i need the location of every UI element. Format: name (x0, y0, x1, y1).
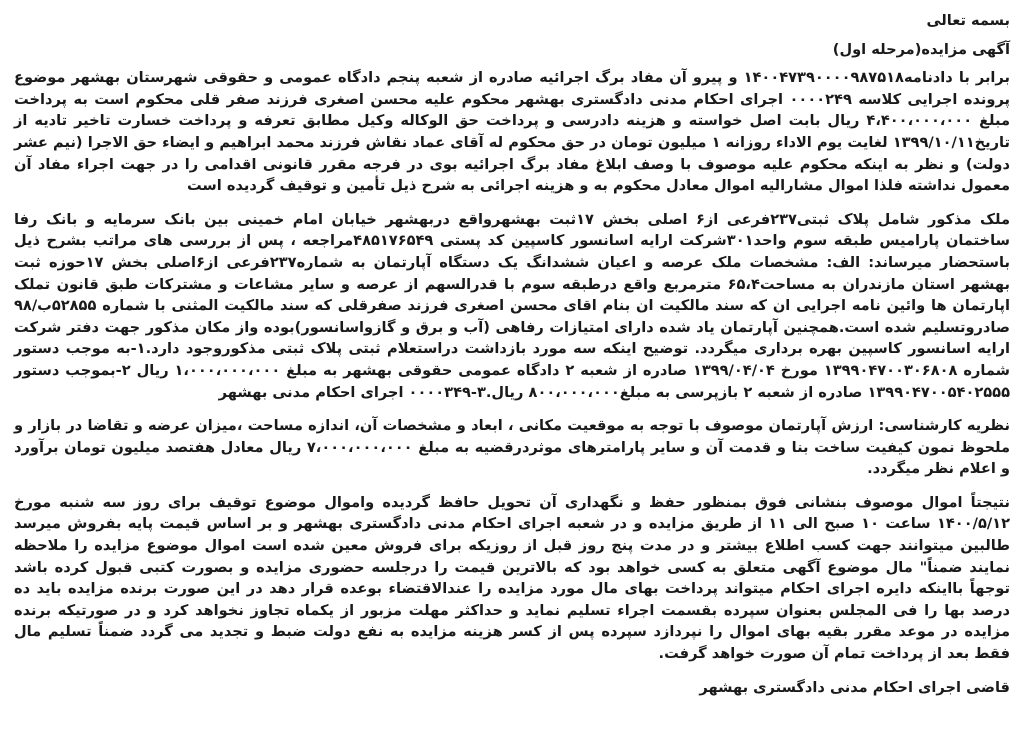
paragraph-expert-opinion: نظریه کارشناسی: ارزش آپارتمان موصوف با توجه به موقعیت مکانی ، ابعاد و مشخصات آن، اندازه مساحت ،میزان عرضه و تقاضا در بازار و ملحوظ نمون کیفیت ساخت بنا و قدمت آن و سایر پارامترهای موثردرقضیه به مبلغ ۷،۰۰۰،۰۰۰،۰۰۰ ریال معادل هفتصد میلیون تومان برآورد و اعلام نظر میگردد. (14, 417, 1010, 478)
document-subtitle: آگهی مزایده(مرحله اول) (832, 40, 1010, 58)
paragraph-auction-terms: نتیجتاً اموال موصوف بنشانی فوق بمنظور حفظ و نگهداری آن تحویل حافظ گردیده واموال موضوع توقیف برای روز سه شنبه مورخ ۱۴۰۰/۵/۱۲ ساعت ۱۰ صبح الی ۱۱ از طریق مزایده و در شعبه اجرای احکام مدنی دادگستری بهشهر و بر اساس قیمت پایه بفروش میرسد طالبین میتوانند جهت کسب اطلاع بیشتر و در مدت پنج روز قبل از روزیکه برای فروش معین شده است اموال موضوع مزایده را ملاحظه نمایند ضمناً" مال موضوع آگهی متعلق به کسی خواهد بود که بالاترین قیمت را درجلسه حضوری مزایده و بصورت کتبی قبول کرده باشد توجهاً بااینکه دایره اجرای احکام میتواند پرداخت بهای مال مورد مزایده را عندالاقتضاء بوعده قرار دهد در این صورت برنده مزایده باید ده درصد بها را فی المجلس بعنوان سپرده بقسمت اجراء تسلیم نماید و حداکثر مهلت مزبور از یکماه تجاوز نخواهد کرد و در صورتیکه برنده مزایده در موعد مقرر بقیه بهای اموال را نپردازد سپرده پس از کسر هزینه مزایده به نفع دولت ضبط و تجدید می گردد ضمناً تسلیم مال فقط بعد از پرداخت تمام آن صورت خواهد گرفت. (14, 493, 1010, 663)
document-heading: بسمه تعالی (926, 12, 1010, 29)
document-signature: قاضی اجرای احکام مدنی دادگستری بهشهر (699, 678, 1010, 696)
paragraph-property-description: ملک مذکور شامل پلاک ثبتی۲۳۷فرعی از۶ اصلی بخش ۱۷ثبت بهشهرواقع دربهشهر خیابان امام خمینی بین بانک سرمایه و بانک رفا ساختمان پارامیس طبقه سوم واحد۳۰۱شرکت ارایه اسانسور کاسپین کد پستی ۴۸۵۱۷۶۵۴۹مراجعه ، پس از بررسی های مراتب بشرح ذیل باستحضار میرساند: الف: مشخصات ملک عرصه و اعیان ششدانگ یک دستگاه آپارتمان به شماره۲۳۷فرعی از۶اصلی بخش ۱۷حوزه ثبت بهشهر استان مازندران به مساحت۶۵،۴ مترمربع واقع درطبقه سوم با قدرالسهم از عرصه و سایر مشاعات و مشترکات طبق قانون تملک اپارتمان ها وائین نامه اجرایی ان که سند مالکیت ان بنام اقای محسن اصغری فرزند صفرقلی که سند مالکیت المثنی با شماره ۵۲۸۵۵ب/۹۸ صادروتسلیم شده است.همچنین آپارتمان یاد شده دارای امتیازات رفاهی (آب و برق و گازواسانسور)بوده واز مکان مذکور جهت دفتر شرکت ارایه اسانسور کاسپین بهره برداری میگردد. توضیح اینکه سه مورد بازداشت دراستعلام ثبتی پلاک ثبتی مذکوروجود دارد.۱-به موجب دستور شماره ۱۳۹۹۰۴۷۰۰۳۰۶۸۰۸ مورخ ۱۳۹۹/۰۴/۰۴ صادره از شعبه ۲ دادگاه عمومی حقوقی بهشهر به مبلغ ۱،۰۰۰،۰۰۰،۰۰۰ ریال ۲-بموجب دستور ۱۳۹۹۰۴۷۰۰۵۴۰۲۵۵۵ صادره از شعبه ۲ بازپرسی به مبلغ۸۰۰،۰۰۰،۰۰۰ ریال.۳-۰۰۰۰۳۴۹ اجرای احکام مدنی بهشهر (14, 210, 1010, 401)
paragraph-verdict: برابر با دادنامه۱۴۰۰۴۷۳۹۰۰۰۰۹۸۷۵۱۸ و پیرو آن مفاد برگ اجرائیه صادره از شعبه پنجم دادگاه عمومی و حقوقی شهرستان بهشهر موضوع پرونده اجرایی کلاسه ۰۰۰۰۲۴۹ اجرای احکام مدنی دادگستری بهشهر محکوم علیه محسن اصغری فرزند صفر قلی محکوم است به پرداخت مبلغ ۴،۴۰۰،۰۰۰،۰۰۰ ریال بابت اصل خواسته و هزینه دادرسی و پرداخت حق الوکاله وکیل مطابق تعرفه و پرداخت خسارت تاخیر تادیه از تاریخ۱۳۹۹/۱۰/۱۱ لغایت یوم الاداء روزانه ۱ میلیون تومان در حق محکوم له آقای عماد نقاش فرزند محمد ابراهیم و ایضاء حق الاجرا (نیم عشر دولت) و نظر به اینکه محکوم علیه موصوف با وصف ابلاغ مفاد برگ اجرائیه بوی در فرجه مقرر قانونی اقدامی را در جهت اجراء مفاد آن معمول نداشته فلذا اموال مشارالیه اموال معادل محکوم به و هزینه اجرائی به شرح ذیل تأمین و توقیف گردیده است (14, 69, 1011, 195)
